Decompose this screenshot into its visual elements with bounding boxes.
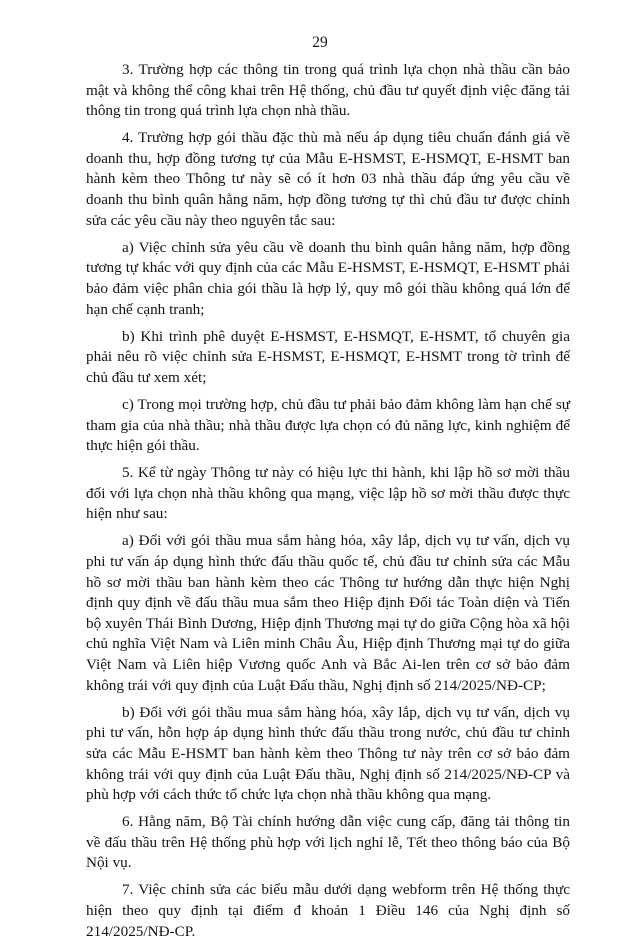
paragraph-clause-5: 5. Kể từ ngày Thông tư này có hiệu lực thi hành, khi lập hồ sơ mời thầu đối với lựa chọn nhà thầu không qua mạng, việc lập hồ sơ mời thầu được thực hiện như sau:: [86, 464, 570, 523]
paragraph-clause-4b: b) Khi trình phê duyệt E-HSMST, E-HSMQT, E-HSMT, tổ chuyên gia phải nêu rõ việc chỉnh sửa E-HSMST, E-HSMQT, E-HSMT trong tờ trình để chủ đầu tư xem xét;: [86, 327, 570, 386]
paragraph-clause-7: 7. Việc chỉnh sửa các biểu mẫu dưới dạng webform trên Hệ thống thực hiện theo quy định tại điểm đ khoản 1 Điều 146 của Nghị định số 214/2025/NĐ-CP.: [86, 881, 570, 940]
paragraph-clause-3: 3. Trường hợp các thông tin trong quá trình lựa chọn nhà thầu cần bảo mật và không thể công khai trên Hệ thống, chủ đầu tư quyết định việc đăng tải thông tin trong quá trình lựa chọn nhà thầu.: [86, 61, 570, 120]
paragraph-clause-6: 6. Hằng năm, Bộ Tài chính hướng dẫn việc cung cấp, đăng tải thông tin về đấu thầu trên Hệ thống phù hợp với lịch nghỉ lễ, Tết theo thông báo của Bộ Nội vụ.: [86, 813, 570, 872]
page-number: 29: [312, 34, 328, 51]
paragraph-clause-4c: c) Trong mọi trường hợp, chủ đầu tư phải bảo đảm không làm hạn chế sự tham gia của nhà thầu; nhà thầu được lựa chọn có đủ năng lực, kinh nghiệm để thực hiện gói thầu.: [86, 395, 570, 455]
paragraph-clause-5b: b) Đối với gói thầu mua sắm hàng hóa, xây lắp, dịch vụ tư vấn, dịch vụ phi tư vấn, hỗn hợp áp dụng hình thức đấu thầu trong nước, chủ đầu tư chỉnh sửa các Mẫu E-HSMT ban hành kèm theo Thông tư này trên cơ sở bảo đảm không trái với quy định của Luật Đấu thầu, Nghị định số 214/2025/NĐ-CP và phù hợp với cách thức tổ chức lựa chọn nhà thầu không qua mạng.: [86, 703, 570, 804]
paragraph-clause-4: 4. Trường hợp gói thầu đặc thù mà nếu áp dụng tiêu chuẩn đánh giá về doanh thu, hợp đồng tương tự của Mẫu E-HSMST, E-HSMQT, E-HSMT ban hành kèm theo Thông tư này sẽ có ít hơn 03 nhà thầu đáp ứng yêu cầu về doanh thu bình quân hằng năm, hợp đồng tương tự thì chủ đầu tư được chỉnh sửa các yêu cầu này theo nguyên tắc sau:: [86, 129, 570, 229]
paragraph-clause-5a: a) Đối với gói thầu mua sắm hàng hóa, xây lắp, dịch vụ tư vấn, dịch vụ phi tư vấn áp dụng hình thức đấu thầu quốc tế, chủ đầu tư chỉnh sửa các Mẫu hồ sơ mời thầu ban hành kèm theo các Thông tư hướng dẫn thực hiện Nghị định quy định về đấu thầu mua sắm theo Hiệp định Đối tác Toàn diện và Tiến bộ xuyên Thái Bình Dương, Hiệp định Thương mại tự do giữa Cộng hòa xã hội chủ nghĩa Việt Nam và Liên minh Châu Âu, Hiệp định Thương mại tự do giữa Việt Nam và Liên hiệp Vương quốc Anh và Bắc Ai-len trên cơ sở bảo đảm không trái với quy định của Luật Đấu thầu, Nghị định số 214/2025/NĐ-CP;: [86, 532, 570, 694]
document-body: [86, 60, 570, 949]
paragraph-clause-4a: a) Việc chỉnh sửa yêu cầu về doanh thu bình quân hằng năm, hợp đồng tương tự khác với quy định của các Mẫu E-HSMST, E-HSMQT, E-HSMT phải bảo đảm việc phân chia gói thầu là hợp lý, quy mô gói thầu không quá lớn để hạn chế cạnh tranh;: [86, 238, 570, 318]
